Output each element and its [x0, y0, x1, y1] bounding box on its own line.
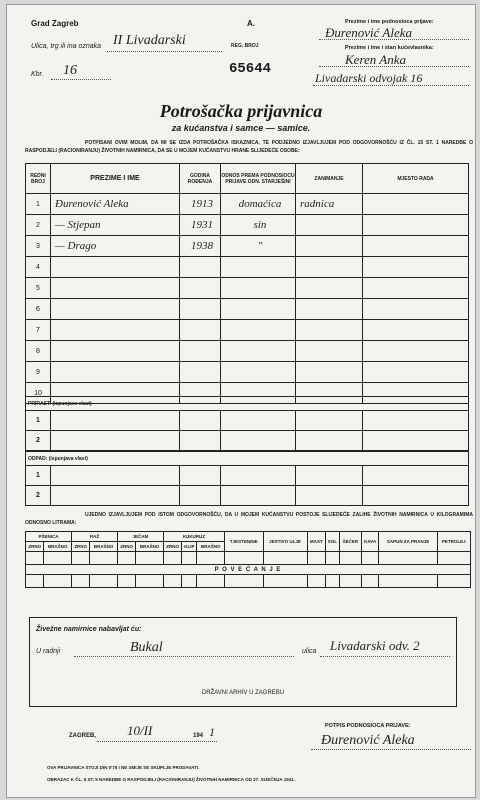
form-subtitle: za kućanstva i samce — samice. — [171, 123, 311, 133]
col-header-name: PREZIME I IME — [51, 164, 180, 194]
supply-street-value: Livadarski odv. 2 — [330, 638, 420, 653]
form-note: OBRAZAC K ČL. 5 ST. 5 NAREDBE O RASPODJELI (RACIONIRANJU) ŽIVOTNIH NAMIRNICA OD 27. SIJEČNJA 1941. — [47, 777, 295, 782]
row-number: 4 — [26, 257, 51, 278]
row-number: 1 — [26, 411, 51, 431]
row-number: 8 — [26, 341, 51, 362]
relation — [221, 299, 296, 320]
relation — [221, 362, 296, 383]
shop-label: U radnji — [36, 648, 61, 655]
stock-table — [25, 531, 471, 588]
workplace — [363, 257, 469, 278]
birth-year: 1931 — [180, 215, 221, 236]
person-row — [26, 278, 469, 299]
occupation: radnica — [296, 194, 363, 215]
food-header: SAPUN ZA PRANJE — [379, 532, 437, 552]
workplace — [363, 278, 469, 299]
sub-header: BRAŠNO — [197, 542, 225, 552]
supply-box — [29, 617, 457, 707]
landlord-label: Prezime i ime i stan kućevlasnika: — [345, 45, 434, 51]
sub-header: ZRNO — [26, 542, 44, 552]
sub-header: KLIP — [182, 542, 197, 552]
workplace — [363, 341, 469, 362]
birth-year — [180, 299, 221, 320]
relation — [221, 341, 296, 362]
street-label: Ulica, trg ili ina oznaka — [31, 43, 102, 50]
row-number: 7 — [26, 320, 51, 341]
grain-header: PŠENICA — [26, 532, 72, 542]
birth-year: 1938 — [180, 236, 221, 257]
landlord-address: Livadarski odvojak 16 — [315, 71, 423, 85]
food-header: JESTIVO ULJE — [263, 532, 307, 552]
occupation — [296, 362, 363, 383]
increase-label: PRIRAST: (ispunjava vlast) — [26, 397, 469, 411]
increase-row-label: P O V E Ć A N J E — [26, 565, 471, 575]
occupation — [296, 320, 363, 341]
person-name — [51, 278, 180, 299]
food-header: SOL — [325, 532, 339, 552]
shop-value: Bukal — [130, 640, 163, 655]
occupation — [296, 341, 363, 362]
workplace — [363, 215, 469, 236]
food-header: ŠEĆER — [339, 532, 361, 552]
decrease-table — [25, 451, 469, 506]
decrease-label: ODPAD: (ispunjava vlast) — [26, 452, 469, 466]
city-label: Grad Zagreb — [31, 19, 79, 28]
row-number: 5 — [26, 278, 51, 299]
row-number: 6 — [26, 299, 51, 320]
person-row — [26, 341, 469, 362]
relation — [221, 320, 296, 341]
grain-header: JEČAM — [117, 532, 163, 542]
house-number-label: Kbr. — [31, 71, 44, 78]
person-row — [26, 257, 469, 278]
col-header-workplace: MJESTO RADA — [363, 164, 469, 194]
archive-stamp: DRŽAVNI ARHIV U ZAGREBU — [201, 690, 285, 696]
birth-year — [180, 257, 221, 278]
sub-header: ZRNO — [117, 542, 135, 552]
reg-number-label: REG. BROJ — [231, 43, 259, 49]
row-number: 10 — [26, 383, 51, 404]
relation: sin — [221, 215, 296, 236]
intro-statement: POTPISANI OVIM MOLIM, DA MI SE IZDA POTROŠAČKA ISKAZNICA, TE PODJEDNO IZJAVLJUJEM POD ODGOVORNOŠĆU IZ ČL. 15 ST. 1 NAREDBE O RASPODJELI (RACIONIRANJU) ŽIVOTNIH NAMIRNICA, DA SE U MOJEM KUĆANSTVU HRANE SLIJEDEĆE OSOBE: — [25, 140, 473, 154]
relation: domaćica — [221, 194, 296, 215]
col-header-relation: ODNOS PREMA PODNOSIOCU PRIJAVE ODN. STARJEŠINI — [221, 164, 296, 194]
col-header-occupation: ZANIMANJE — [296, 164, 363, 194]
occupation — [296, 215, 363, 236]
row-number: 2 — [26, 431, 51, 451]
year-digit: 1 — [209, 725, 215, 739]
stock-statement: UJEDNO IZJAVLJUJEM POD ISTOM ODGOVORNOŠĆU, DA U MOJEM KUĆANSTVU POSTOJE SLIJEDEĆE ZALIHE ŽIVOTNIH NAMIRNICA U KILOGRAMIMA ODNOSNO LITRAMA: — [25, 512, 473, 526]
person-name: — Stjepan — [51, 215, 180, 236]
person-name: Đurenović Aleka — [51, 194, 180, 215]
supply-label: Živežne namirnice nabavljat ću: — [36, 626, 142, 633]
occupation — [296, 257, 363, 278]
row-number: 1 — [26, 466, 51, 486]
persons-table — [25, 163, 469, 404]
food-header: PETROLEJ — [437, 532, 470, 552]
person-row — [26, 215, 469, 236]
sub-header: BRAŠNO — [136, 542, 164, 552]
street-value: II Livadarski — [113, 33, 186, 48]
workplace — [363, 362, 469, 383]
occupation — [296, 278, 363, 299]
supply-street-label: ulica — [302, 648, 317, 655]
col-header-number: REDNI BROJ — [26, 164, 51, 194]
occupation — [296, 299, 363, 320]
sub-header: BRAŠNO — [44, 542, 72, 552]
person-row — [26, 362, 469, 383]
food-header: KAVA — [361, 532, 379, 552]
increase-table — [25, 396, 469, 451]
person-row — [26, 320, 469, 341]
house-number-value: 16 — [63, 63, 77, 78]
birth-year — [180, 278, 221, 299]
workplace — [363, 236, 469, 257]
sub-header: ZRNO — [71, 542, 89, 552]
person-name — [51, 299, 180, 320]
workplace — [363, 194, 469, 215]
person-name — [51, 320, 180, 341]
signature-label: POTPIS PODNOSIOCA PRIJAVE: — [325, 723, 411, 729]
person-name — [51, 341, 180, 362]
person-name: — Drago — [51, 236, 180, 257]
birth-year — [180, 320, 221, 341]
date-value: 10/II — [127, 723, 153, 738]
row-number: 2 — [26, 215, 51, 236]
occupation — [296, 236, 363, 257]
workplace — [363, 320, 469, 341]
registration-form — [6, 4, 476, 798]
birth-year — [180, 362, 221, 383]
price-note: OVA PRIJAVNICA STOJI DIN 0'75 I NE SMIJE SE SKUPLJE PRODAVATI. — [47, 765, 200, 770]
applicant-label: Prezime i ime podnosioca prijave: — [345, 19, 434, 25]
grain-header: RAŽ — [71, 532, 117, 542]
grain-header: KUKURUZ — [163, 532, 224, 542]
applicant-value: Đurenović Aleka — [325, 25, 412, 40]
form-letter: A. — [247, 19, 255, 28]
col-header-year: GODINA ROĐENJA — [180, 164, 221, 194]
person-name — [51, 362, 180, 383]
birth-year — [180, 341, 221, 362]
year-label: 194 — [193, 733, 204, 739]
person-name — [51, 257, 180, 278]
relation — [221, 257, 296, 278]
row-number: 1 — [26, 194, 51, 215]
person-row — [26, 194, 469, 215]
signature: Đurenović Aleka — [321, 733, 415, 748]
row-number: 3 — [26, 236, 51, 257]
food-header: TJESTENINE — [224, 532, 263, 552]
birth-year: 1913 — [180, 194, 221, 215]
row-number: 2 — [26, 486, 51, 506]
food-header: MAST — [307, 532, 325, 552]
person-row — [26, 299, 469, 320]
person-row — [26, 236, 469, 257]
landlord-value: Keren Anka — [345, 52, 407, 67]
sub-header: BRAŠNO — [90, 542, 118, 552]
reg-number: 65644 — [229, 61, 272, 77]
row-number: 9 — [26, 362, 51, 383]
place-label: ZAGREB, — [69, 733, 96, 739]
relation: " — [221, 236, 296, 257]
form-title: Potrošačka prijavnica — [159, 101, 323, 121]
workplace — [363, 299, 469, 320]
relation — [221, 278, 296, 299]
sub-header: ZRNO — [163, 542, 181, 552]
